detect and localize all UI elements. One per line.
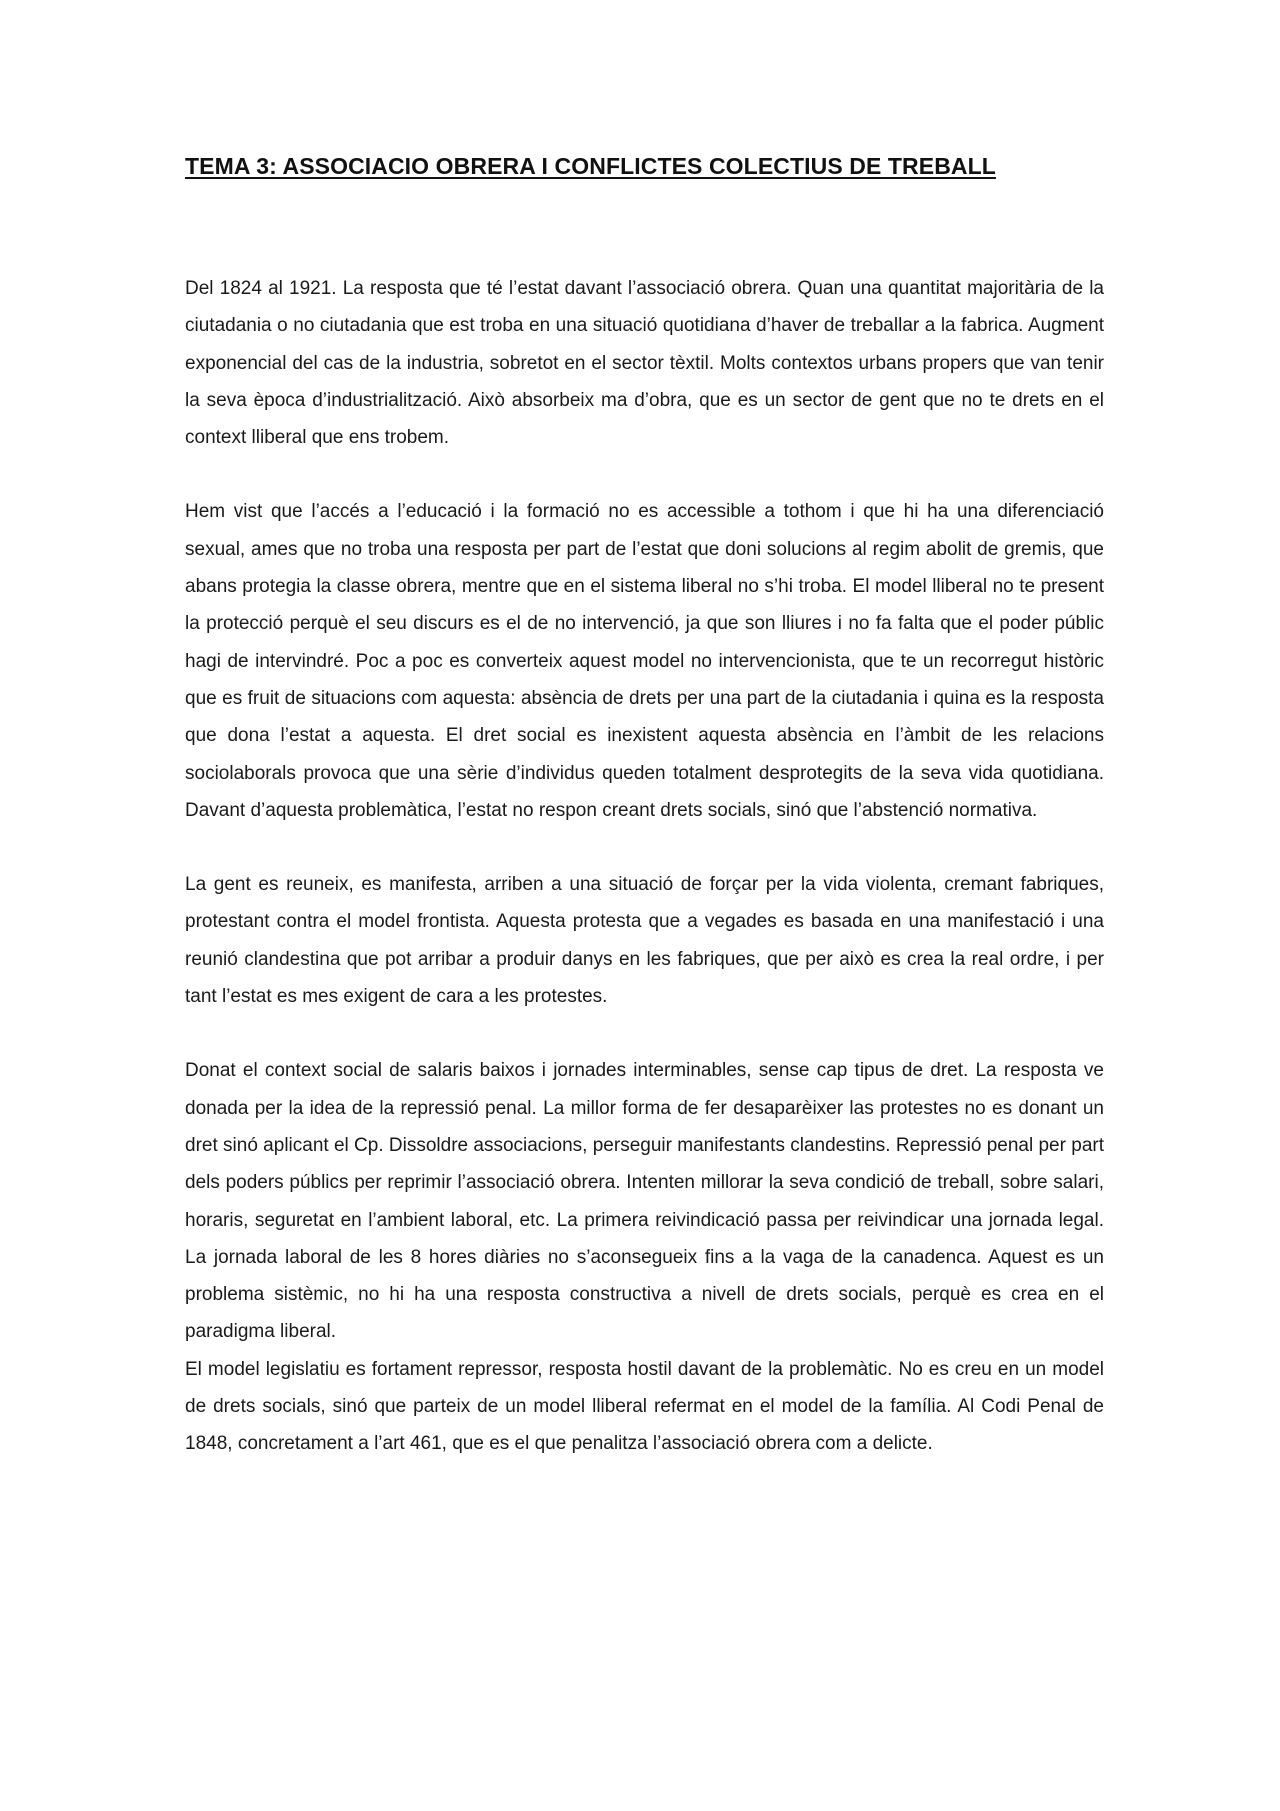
- paragraph-4: Donat el context social de salaris baixos i jornades interminables, sense cap tipus de dret. La resposta ve donada per la idea de la repressió penal. La millor forma de fer desaparèixer las protestes no es donant un dret sinó aplicant el Cp. Dissoldre associacions, perseguir manifestants clandestins. Repressió penal per part dels poders públics per reprimir l’associació obrera. Intenten millorar la seva condició de treball, sobre salari, horaris, seguretat en l’ambient laboral, etc. La primera reivindicació passa per reivindicar una jornada legal. La jornada laboral de les 8 hores diàries no s’aconsegueix fins a la vaga de la canadenca. Aquest es un problema sistèmic, no hi ha una resposta constructiva a nivell de drets socials, perquè es crea en el paradigma liberal.: [185, 1060, 1104, 1343]
- paragraph-3: La gent es reuneix, es manifesta, arriben a una situació de forçar per la vida violenta, cremant fabriques, protestant contra el model frontista. Aquesta protesta que a vegades es basada en una manifestació i una reunió clandestina que pot arribar a produir danys en les fabriques, que per això es crea la real ordre, i per tant l’estat es mes exigent de cara a les protestes.: [185, 874, 1104, 1008]
- paragraph-5: El model legislatiu es fortament repressor, resposta hostil davant de la problemàtic. No es creu en un model de drets socials, sinó que parteix de un model lliberal refermat en el model de la família. Al Codi Penal de 1848, concretament a l’art 461, que es el que penalitza l’associació obrera com a delicte.: [185, 1358, 1104, 1455]
- paragraph-2: Hem vist que l’accés a l’educació i la formació no es accessible a tothom i que hi ha una diferenciació sexual, ames que no troba una resposta per part de l’estat que doni solucions al regim abolit de gremis, que abans protegia la classe obrera, mentre que en el sistema liberal no s’hi troba. El model lliberal no te present la protecció perquè el seu discurs es el de no intervenció, ja que son lliures i no fa falta que el poder públic hagi de intervindré. Poc a poc es converteix aquest model no intervencionista, que te un recorregut històric que es fruit de situacions com aquesta: absència de drets per una part de la ciutadania i quina es la resposta que dona l’estat a aquesta. El dret social es inexistent aquesta absència en l’àmbit de les relacions sociolaborals provoca que una sèrie d’individus queden totalment desprotegits de la seva vida quotidiana. Davant d’aquesta problemàtica, l’estat no respon creant drets socials, sinó que l’abstenció normativa.: [185, 501, 1104, 821]
- paragraph-1: Del 1824 al 1921. La resposta que té l’estat davant l’associació obrera. Quan una quantitat majoritària de la ciutadania o no ciutadania que est troba en una situació quotidiana d’haver de treballar a la fabrica. Augment exponencial del cas de la industria, sobretot en el sector tèxtil. Molts contextos urbans propers que van tenir la seva època d’industrialització. Això absorbeix ma d’obra, que es un sector de gent que no te drets en el context lliberal que ens trobem.: [185, 278, 1104, 449]
- document-title: TEMA 3: ASSOCIACIO OBRERA I CONFLICTES COLECTIUS DE TREBALL: [185, 153, 996, 179]
- document-body: [185, 270, 1104, 1463]
